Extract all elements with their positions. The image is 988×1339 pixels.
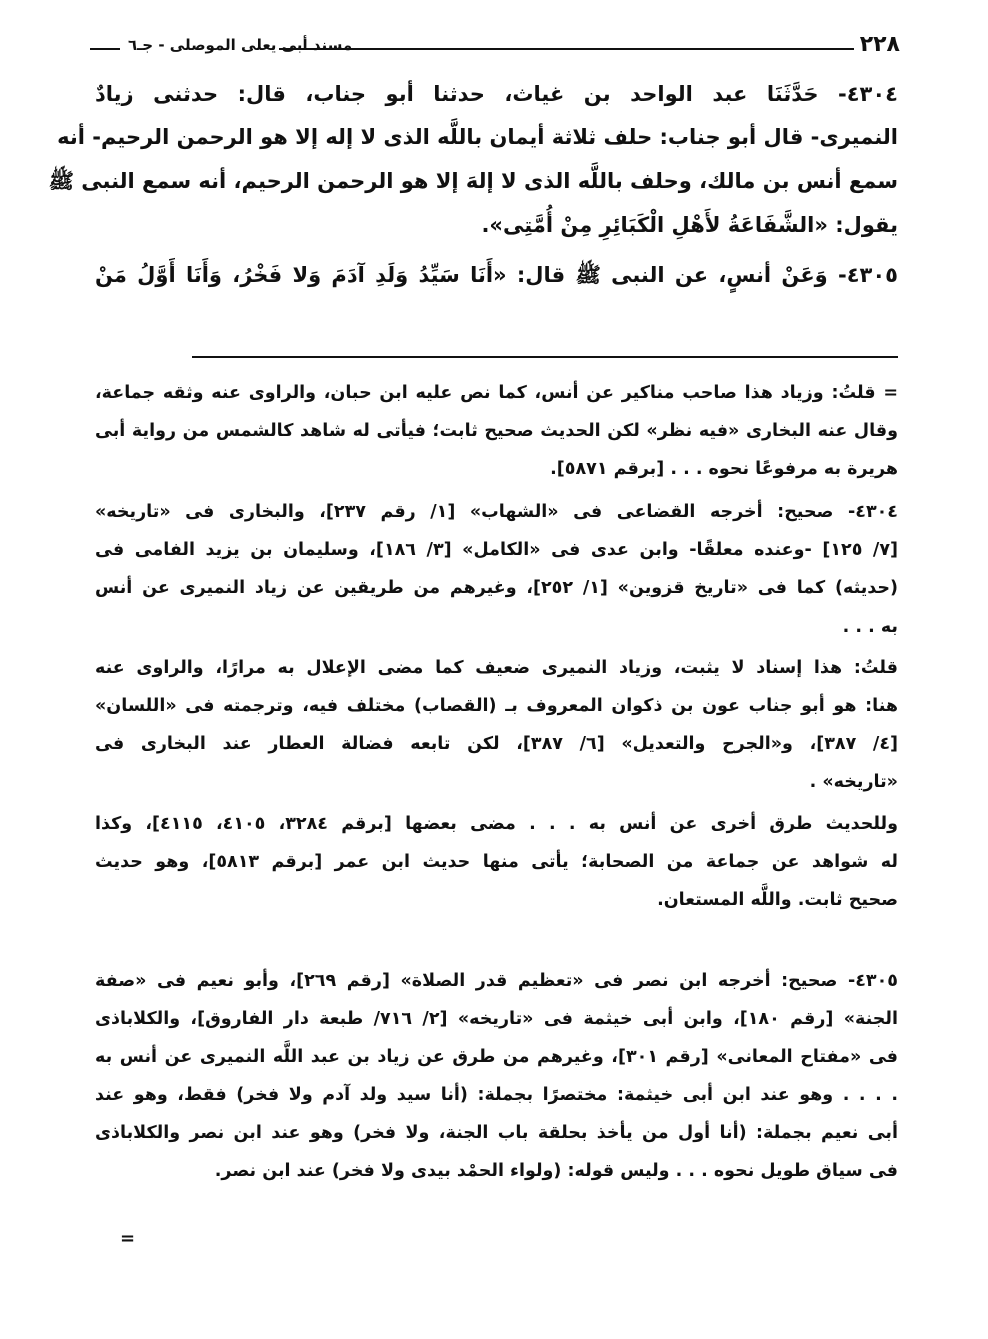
- footnote-line: [95, 772, 898, 792]
- footnote-line: [95, 734, 898, 754]
- footnote-line: [95, 421, 898, 441]
- footnote-separator: [192, 356, 898, 358]
- line-text: له شواهد عن جماعة من الصحابة؛ يأتى منها حديث ابن عمر [برقم ٥٨١٣]، وهو حديث: [95, 852, 898, 872]
- line-text: (حديثه) كما فى «تاريخ قزوين» [١/ ٢٥٢]، وغيرهم من طريقين عن زياد النميرى عن أنس: [95, 578, 899, 598]
- footnote-line: [95, 502, 898, 522]
- line-text: وللحديث طرق أخرى عن أنس به . . . مضى بعضها [برقم ٣٢٨٤، ٤١٠٥، ٤١١٥]، وكذا: [95, 814, 898, 834]
- footnote-line: [95, 852, 898, 872]
- page-number: ٢٢٨: [859, 32, 900, 57]
- text-line: [48, 168, 898, 199]
- line-text: هنا: هو أبو جناب عون بن ذكوان المعروف بـ (القصاب) مختلف فيه، وترجمته فى «اللسان»: [95, 696, 898, 716]
- line-lead: ٤٣٠٥- وَعَنْ: [781, 263, 899, 287]
- footnote-line: [95, 814, 898, 834]
- footnote-line: [95, 890, 898, 910]
- line-lead: ٤٣٠٤- صحيح: [784, 502, 898, 522]
- line-text: «تاريخه» .: [809, 772, 898, 792]
- footnote-line: [95, 1047, 898, 1067]
- footnote-line: [95, 658, 898, 678]
- line-text: [٧/ ١٢٥] -وعنده معلقًا- وابن عدى فى «الكامل» [٣/ ١٨٦]، وسليمان بن يزيد الفامى فى: [95, 540, 899, 560]
- line-text: . . . . وهو عند ابن أبى خيثمة: مختصرًا بجملة: (أنا سيد ولد آدم ولا فخر) فقط، وهو عند: [95, 1085, 898, 1105]
- line-text: فى «مفتاح المعانى» [رقم ٣٠١]، وغيرهم من طرق عن زياد بن عبد اللَّه النميرى عن أنس به: [95, 1047, 898, 1067]
- line-text: أنسٍ، عن النبى ﷺ قال: «أَنَا سَيِّدُ وَلَدِ آدَمَ وَلا فَخْرُ، وَأَنَا أَوَّلُ مَنْ: [95, 263, 782, 287]
- text-line: [95, 213, 898, 237]
- line-text: : هذا إسناد لا يثبت، وزياد النميرى ضعيف كما مضى الإعلال به مرارًا، والراوى عنه: [95, 658, 861, 678]
- header-rule: [90, 48, 120, 50]
- line-lead: قلتُ: [860, 658, 898, 678]
- continuation-mark: =: [120, 1228, 136, 1249]
- line-text: وقال عنه البخارى «فيه نظر» لكن الحديث صحيح ثابت؛ فيأتى له شاهد كالشمس من رواية أبى: [95, 421, 898, 441]
- line-text: يقول: «الشَّفَاعَةُ لأَهْلِ الْكَبَائِرِ مِنْ أُمَّتِى».: [481, 213, 898, 237]
- line-text: : وزياد هذا صاحب مناكير عن أنس، كما نص عليه ابن حبان، والراوى عنه وثقه جماعة،: [95, 383, 839, 403]
- line-text: : أخرجه القضاعى فى «الشهاب» [١/ رقم ٢٣٧]، والبخارى فى «تاريخه»: [95, 502, 785, 522]
- footnote-line: [95, 459, 898, 479]
- footnote-line: [95, 971, 898, 991]
- line-text: هريرة به مرفوعًا نحوه . . . [برقم ٥٨٧١].: [550, 459, 898, 479]
- book-title: مسند أبى يعلى الموصلى - جـ٦: [128, 36, 353, 54]
- line-text: النميرى- قال أبو جناب: حلف ثلاثة أيمان باللَّه الذى لا إله إلا هو الرحمن الرحيم- أنه: [57, 125, 898, 149]
- line-lead: = قلتُ: [838, 383, 898, 403]
- line-text: سمع أنس بن مالك، وحلف باللَّه الذى لا إلهَ إلا هو الرحمن الرحيم، أنه سمع النبى ﷺ: [48, 169, 898, 193]
- line-text: فى سياق طويل نحوه . . . وليس قوله: (ولواء الحمْد بيدى ولا فخر) عند ابن نصر.: [214, 1161, 898, 1181]
- line-text: : أخرجه ابن نصر فى «تعظيم قدر الصلاة» [رقم ٢٦٩]، وأبو نعيم فى «صفة: [95, 971, 789, 991]
- footnote-line: [95, 1009, 898, 1029]
- text-line: [95, 262, 898, 293]
- footnote-line: [95, 540, 898, 560]
- footnote-line: [95, 1123, 898, 1143]
- page-header: [90, 32, 900, 62]
- line-lead: ٤٣٠٤- حَدَّثَنَا: [766, 82, 898, 106]
- line-lead: ٤٣٠٥- صحيح: [788, 971, 898, 991]
- line-text: أبى نعيم بجملة: (أنا أول من يأخذ بحلقة باب الجنة، ولا فخر) وهو عند ابن نصر والكلاباذى: [95, 1123, 898, 1143]
- line-text: [٤/ ٣٨٧]، و«الجرح والتعديل» [٦/ ٣٨٧]، لكن تابعه فضالة العطار عند البخارى فى: [95, 734, 899, 754]
- text-line: [95, 82, 898, 106]
- footnote-line: [95, 696, 898, 716]
- line-text: الجنة» [رقم ١٨٠]، وابن أبى خيثمة فى «تاريخه» [٢/ ٧١٦/ طبعة دار الفاروق]، والكلاباذى: [95, 1009, 898, 1029]
- header-rule: [279, 48, 854, 50]
- text-line: [57, 125, 898, 149]
- footnote-line: [95, 617, 898, 637]
- line-text: عبد الواحد بن غياث، حدثنا أبو جناب، قال: حدثنى زيادٌ: [95, 82, 767, 106]
- footnote-line: [95, 578, 898, 598]
- footnote-line: [95, 1161, 898, 1181]
- footnote-line: [95, 1085, 898, 1105]
- line-text: به . . .: [842, 617, 898, 637]
- line-text: صحيح ثابت. واللَّه المستعان.: [657, 890, 898, 910]
- footnote-line: [95, 383, 898, 403]
